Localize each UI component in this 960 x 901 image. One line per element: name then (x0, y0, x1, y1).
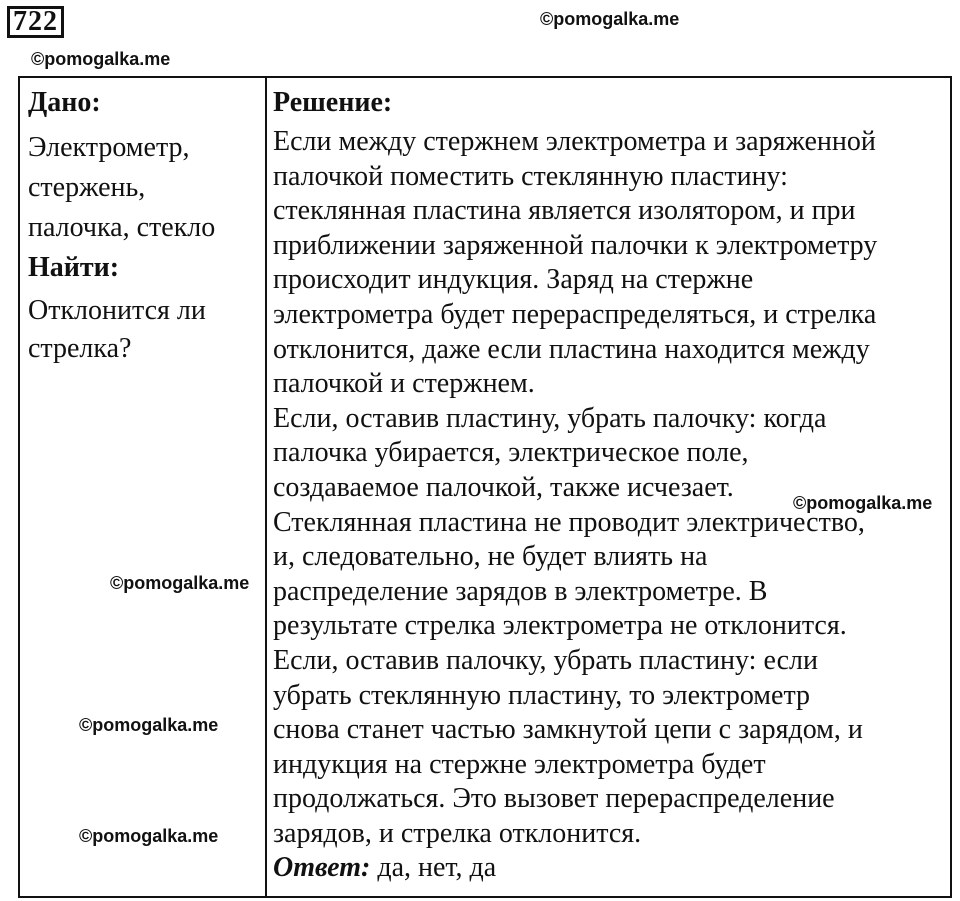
answer-label: Ответ: (273, 852, 371, 884)
watermark-right-inline: ©pomogalka.me (793, 493, 933, 513)
watermark-left-1: ©pomogalka.me (110, 573, 250, 593)
given-heading: Дано: (28, 87, 101, 118)
find-heading: Найти: (28, 252, 120, 283)
solution-paragraph-1: Если между стержнем электрометра и заряженной палочкой поместить стеклянную пластину: стеклянная пластина является изолятором, и при приближении заряженной палочки к электрометру происходит индукция. Заряд на стержне электрометра будет перераспределяться, и стрелка отклонится, даже если пластина находится между палочкой и стержнем. (273, 126, 878, 400)
answer-line (273, 851, 948, 886)
given-text: Электрометр, стержень, палочка, стекло (28, 132, 216, 243)
problem-number: 722 (7, 6, 64, 38)
given-column (28, 84, 258, 368)
watermark-top-center: ©pomogalka.me (540, 9, 680, 29)
column-divider (265, 78, 267, 896)
solution-paragraph-2: Если, оставив пластину, убрать палочку: когда палочка убирается, электрическое поле, создаваемое палочкой, также исчезает. Стеклянная пластина не проводит электричество, и, следовательно, не будет влиять на распределение зарядов в электрометре. В результате стрелка электрометра не отклонится. (273, 402, 865, 642)
answer-value: да, нет, да (370, 852, 497, 884)
solution-paragraph-3: Если, оставив палочку, убрать пластину: если убрать стеклянную пластину, то электрометр снова станет частью замкнутой цепи с зарядом, и индукция на стержне электрометра будет продолжаться. Это вызовет перераспределение зарядов, и стрелка отклонится. (273, 644, 863, 849)
watermark-left-2: ©pomogalka.me (79, 715, 219, 735)
watermark-left-3: ©pomogalka.me (79, 826, 219, 846)
watermark-top-left: ©pomogalka.me (31, 49, 171, 69)
find-text: Отклонится ли стрелка? (28, 295, 206, 364)
solution-heading: Решение: (273, 87, 393, 118)
solution-table (18, 76, 952, 898)
solution-column (273, 84, 948, 886)
